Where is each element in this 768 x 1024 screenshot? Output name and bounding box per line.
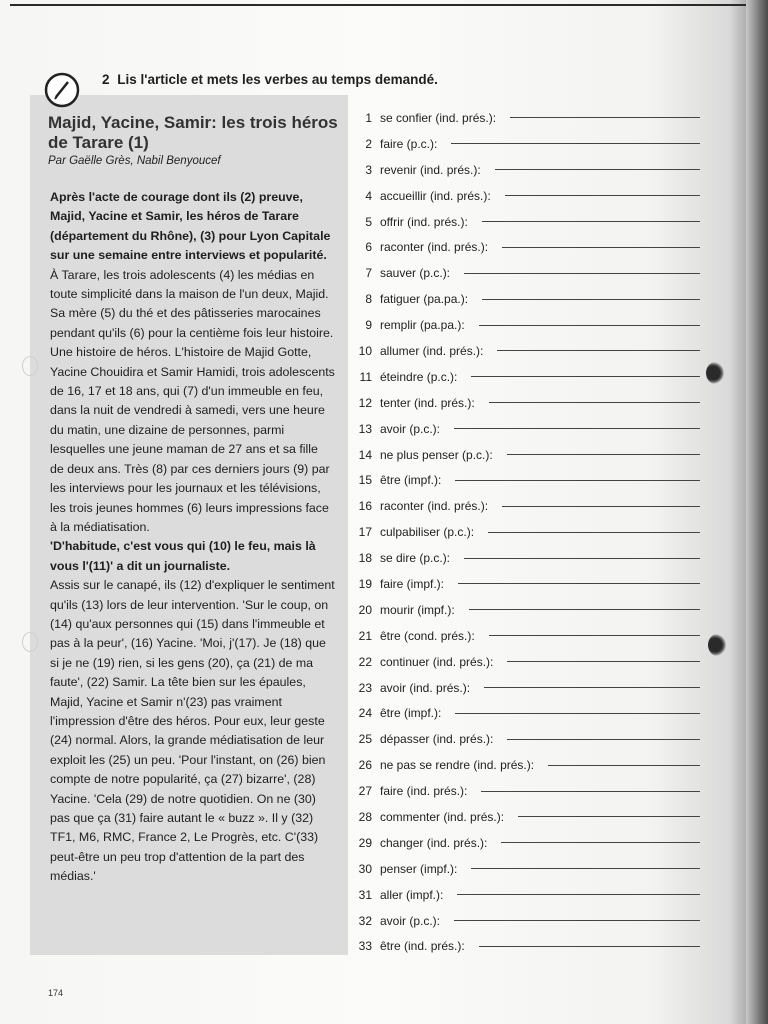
answer-line[interactable] — [502, 247, 700, 248]
exercise-item-verb: avoir (ind. prés.): — [380, 680, 471, 695]
exercise-item-number: 3 — [365, 162, 372, 177]
exercise-item-verb: tenter (ind. prés.): — [380, 395, 475, 410]
exercise-item — [348, 364, 708, 390]
exercise-item — [348, 131, 708, 157]
article-lead: Après l'acte de courage dont ils (2) preuve, Majid, Yacine et Samir, les héros de Tarare (département du Rhône), (3) pour Lyon Capitale sur une semaine entre interviews et popularité. — [50, 190, 331, 263]
exercise-item-verb: avoir (p.c.): — [380, 913, 441, 928]
answer-line[interactable] — [497, 350, 700, 351]
exercise-item-verb: dépasser (ind. prés.): — [380, 732, 494, 747]
exercise-item — [348, 908, 708, 934]
exercise-item-verb: mourir (impf.): — [380, 602, 455, 617]
exercise-item-number: 16 — [358, 499, 372, 514]
exercise-item-number: 25 — [358, 732, 372, 747]
answer-line[interactable] — [454, 428, 700, 429]
pencil-icon — [44, 72, 80, 108]
exercise-item-number: 8 — [365, 292, 372, 307]
exercise-item-number: 31 — [358, 887, 372, 902]
answer-line[interactable] — [488, 532, 700, 533]
exercise-item — [348, 726, 708, 752]
answer-line[interactable] — [507, 661, 700, 662]
exercise-item-verb: remplir (pa.pa.): — [380, 318, 465, 333]
exercise-item — [348, 338, 708, 364]
exercise-item-verb: continuer (ind. prés.): — [380, 654, 494, 669]
exercise-item-verb: changer (ind. prés.): — [380, 835, 488, 850]
binder-hole — [706, 362, 724, 384]
exercise-item-number: 20 — [358, 602, 372, 617]
exercise-item — [348, 752, 708, 778]
answer-line[interactable] — [455, 480, 700, 481]
exercise-item-verb: raconter (ind. prés.): — [380, 240, 489, 255]
answer-line[interactable] — [469, 609, 700, 610]
exercise-item-verb: fatiguer (pa.pa.): — [380, 292, 469, 307]
article-title: Majid, Yacine, Samir: les trois héros de Tarare (1) — [48, 113, 338, 152]
exercise-item-verb: éteindre (p.c.): — [380, 369, 458, 384]
page-number: 174 — [48, 988, 64, 998]
answer-line[interactable] — [464, 558, 700, 559]
binder-hole-mark — [22, 632, 38, 652]
answer-line[interactable] — [489, 635, 700, 636]
answer-line[interactable] — [502, 506, 700, 507]
exercise-item — [348, 234, 708, 260]
exercise-item-number: 17 — [358, 525, 372, 540]
exercise-item-verb: raconter (ind. prés.): — [380, 499, 489, 514]
exercise-item-verb: sauver (p.c.): — [380, 266, 451, 281]
answer-line[interactable] — [479, 946, 700, 947]
article-byline: Par Gaëlle Grès, Nabil Benyoucef — [48, 155, 221, 167]
exercise-item — [348, 260, 708, 286]
exercise-instruction — [102, 72, 438, 87]
exercise-item — [348, 597, 708, 623]
exercise-item-number: 27 — [358, 784, 372, 799]
exercise-item-number: 2 — [365, 136, 372, 151]
exercise-item — [348, 700, 708, 726]
exercise-item-number: 5 — [365, 214, 372, 229]
binder-hole-mark — [22, 356, 38, 376]
exercise-item-verb: se dire (p.c.): — [380, 551, 451, 566]
exercise-item — [348, 571, 708, 597]
exercise-item-number: 24 — [358, 706, 372, 721]
exercise-item-verb: offrir (ind. prés.): — [380, 214, 468, 229]
exercise-item-number: 30 — [358, 861, 372, 876]
exercise-item — [348, 312, 708, 338]
exercise-item-number: 29 — [358, 835, 372, 850]
exercise-item-verb: accueillir (ind. prés.): — [380, 188, 491, 203]
exercise-item-verb: commenter (ind. prés.): — [380, 809, 505, 824]
exercise-item-verb: revenir (ind. prés.): — [380, 162, 481, 177]
answer-line[interactable] — [548, 765, 700, 766]
exercise-item — [348, 209, 708, 235]
answer-line[interactable] — [464, 273, 700, 274]
exercise-item-number: 22 — [358, 654, 372, 669]
exercise-item-number: 15 — [358, 473, 372, 488]
exercise-item-number: 23 — [358, 680, 372, 695]
answer-line[interactable] — [518, 816, 700, 817]
exercise-item-number: 14 — [358, 447, 372, 462]
exercise-item-number: 1 — [365, 110, 372, 125]
exercise-item — [348, 856, 708, 882]
answer-line[interactable] — [471, 376, 700, 377]
exercise-item-number: 28 — [358, 809, 372, 824]
answer-line[interactable] — [501, 842, 700, 843]
exercise-item — [348, 105, 708, 131]
answer-line[interactable] — [457, 894, 700, 895]
exercise-item-verb: faire (p.c.): — [380, 136, 438, 151]
exercise-item-verb: penser (impf.): — [380, 861, 458, 876]
answer-line[interactable] — [484, 687, 700, 688]
exercise-item — [348, 286, 708, 312]
exercise-item-verb: ne pas se rendre (ind. prés.): — [380, 758, 535, 773]
exercise-item-verb: culpabiliser (p.c.): — [380, 525, 475, 540]
exercise-item — [348, 623, 708, 649]
exercise-item — [348, 416, 708, 442]
article-body-1: À Tarare, les trois adolescents (4) les médias en toute simplicité dans la maison de l'un deux, Majid. Sa mère (5) du thé et des pâtisseries marocaines pendant qu'ils (6) pour la centième fois leur histoire. Une histoire de héros. L'histoire de Majid Gotte, Yacine Chouidira et Samir Hamidi, trois adolescents de 16, 17 et 18 ans, qui (7) d'un immeuble en feu, dans la nuit de vendredi à samedi, vers une heure du matin, une dizaine de personnes, parmi lesquelles une jeune maman de 27 ans et sa fille de deux ans. Très (8) par ces derniers jours (9) par les interviews pour les journaux et les télévisions, les trois jeunes hommes (6) leurs impressions face à la médiatisation. — [50, 267, 335, 534]
exercise-item-verb: aller (impf.): — [380, 887, 444, 902]
exercise-item-verb: faire (impf.): — [380, 576, 445, 591]
exercise-list — [348, 105, 708, 959]
answer-line[interactable] — [505, 195, 700, 196]
top-rule — [10, 4, 750, 6]
exercise-item-number: 10 — [358, 343, 372, 358]
exercise-number: 2 — [102, 72, 110, 87]
exercise-item — [348, 675, 708, 701]
answer-line[interactable] — [479, 325, 700, 326]
answer-line[interactable] — [482, 299, 700, 300]
answer-line[interactable] — [471, 868, 700, 869]
answer-line[interactable] — [482, 221, 700, 222]
answer-line[interactable] — [495, 169, 700, 170]
answer-line[interactable] — [454, 920, 700, 921]
answer-line[interactable] — [451, 143, 700, 144]
exercise-item-number: 32 — [358, 913, 372, 928]
exercise-item-number: 26 — [358, 758, 372, 773]
exercise-item-number: 13 — [358, 421, 372, 436]
exercise-item-number: 33 — [358, 939, 372, 954]
exercise-item-verb: ne plus penser (p.c.): — [380, 447, 493, 462]
exercise-item — [348, 804, 708, 830]
exercise-item-verb: allumer (ind. prés.): — [380, 343, 484, 358]
exercise-item — [348, 882, 708, 908]
exercise-item-number: 19 — [358, 576, 372, 591]
exercise-item-number: 12 — [358, 395, 372, 410]
exercise-item-verb: se confier (ind. prés.): — [380, 110, 497, 125]
article-text — [50, 188, 335, 887]
exercise-item-number: 9 — [365, 318, 372, 333]
exercise-item — [348, 467, 708, 493]
exercise-item-number: 6 — [365, 240, 372, 255]
exercise-item — [348, 442, 708, 468]
answer-line[interactable] — [507, 739, 700, 740]
exercise-item-number: 21 — [358, 628, 372, 643]
exercise-item — [348, 934, 708, 960]
exercise-item — [348, 157, 708, 183]
exercise-item-verb: être (impf.): — [380, 706, 442, 721]
article-subhead: 'D'habitude, c'est vous qui (10) le feu, mais là vous l'(11)' a dit un journaliste. — [50, 539, 316, 573]
answer-line[interactable] — [510, 117, 700, 118]
exercise-item — [348, 545, 708, 571]
exercise-item — [348, 493, 708, 519]
answer-line[interactable] — [455, 713, 700, 714]
exercise-item — [348, 183, 708, 209]
article-body-2: Assis sur le canapé, ils (12) d'expliquer le sentiment qu'ils (13) lors de leur intervention. 'Sur le coup, on (14) qu'aux personnes qui (15) dans l'immeuble et pas à la peur', (16) Yacine. 'Moi, j'(17). Je (18) que si je ne (19) rien, si les gens (20), ça (21) de ma faute', (22) Samir. La tête bien sur les épaules, Majid, Yacine et Samir n'(23) pas vraiment l'impression d'être des héros. Pour eux, leur geste (24) normal. Alors, la grande médiatisation de leur exploit les (25) un peu. 'Pour l'instant, on (26) bien compte de notre popularité, ça (27) bizarre', (28) Yacine. 'Cela (29) de notre quotidien. On ne (30) pas que ça (31) faire autant le « buzz ». Il y (32) TF1, M6, RMC, France 2, Le Progrès, etc. C'(33) peut-être un peu trop d'attention de la part des médias.' — [50, 578, 335, 884]
exercise-item-verb: faire (ind. prés.): — [380, 784, 468, 799]
exercise-item — [348, 519, 708, 545]
exercise-item-number: 18 — [358, 551, 372, 566]
answer-line[interactable] — [481, 791, 700, 792]
answer-line[interactable] — [507, 454, 700, 455]
answer-line[interactable] — [458, 583, 700, 584]
exercise-item — [348, 390, 708, 416]
exercise-item — [348, 778, 708, 804]
exercise-item-number: 4 — [365, 188, 372, 203]
binder-hole — [708, 634, 726, 656]
page-edge-shadow — [746, 0, 768, 1024]
exercise-item — [348, 649, 708, 675]
answer-line[interactable] — [489, 402, 700, 403]
exercise-item — [348, 830, 708, 856]
exercise-item-verb: avoir (p.c.): — [380, 421, 441, 436]
exercise-item-verb: être (ind. prés.): — [380, 939, 465, 954]
exercise-item-verb: être (cond. prés.): — [380, 628, 475, 643]
instruction-text: Lis l'article et mets les verbes au temps demandé. — [117, 72, 438, 87]
exercise-item-number: 7 — [365, 266, 372, 281]
exercise-item-number: 11 — [359, 369, 372, 384]
exercise-item-verb: être (impf.): — [380, 473, 442, 488]
